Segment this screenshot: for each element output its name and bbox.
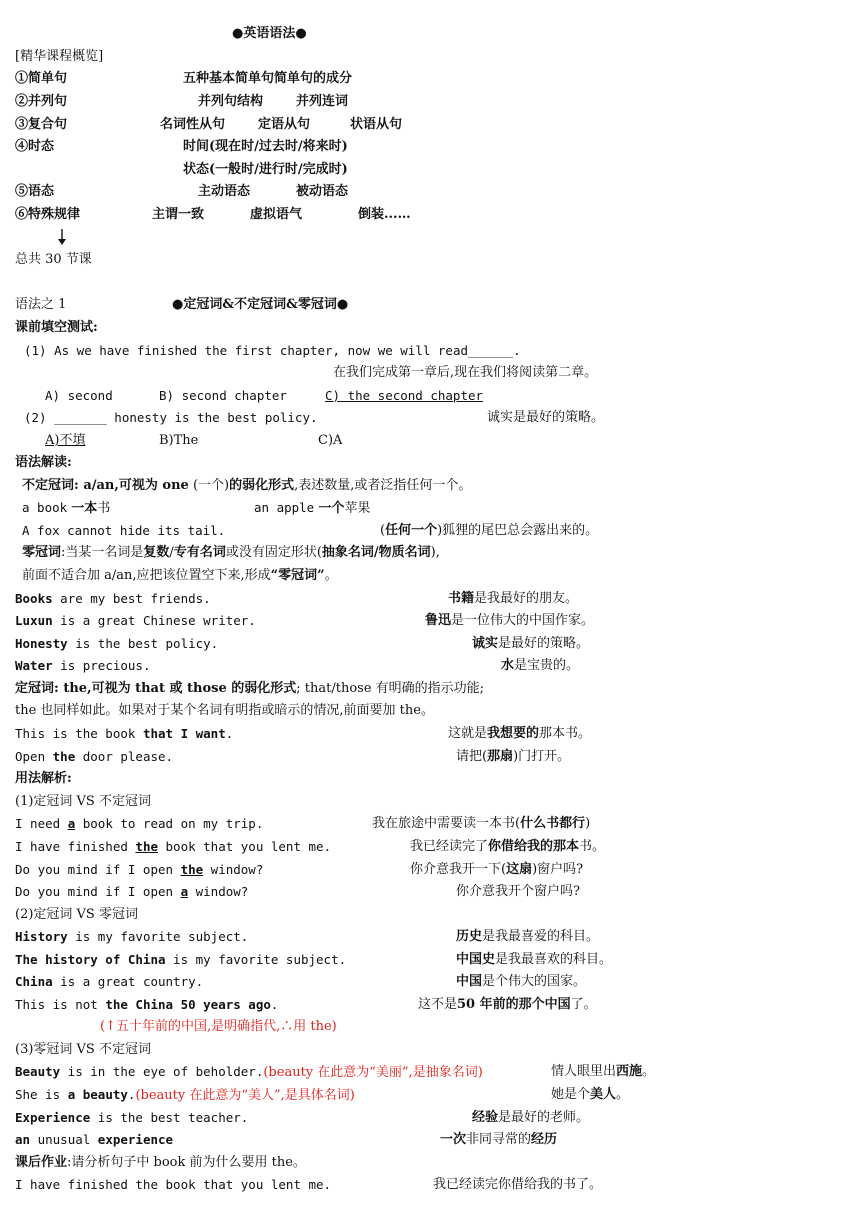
example-translation: 历史是我最喜爱的科目。 [456,929,600,944]
example-translation: 我在旅途中需要读一本书(什么书都行) [372,816,591,831]
overview-topic: 状态(一般时/进行时/完成时) [183,162,348,177]
example-translation: 情人眼里出西施。 [551,1064,656,1079]
overview-item-1: ①简单句 [15,71,68,86]
pretest-title: 课前填空测试: [15,320,98,335]
overview-item-3: ③复合句 [15,117,68,132]
example-translation: 我已经读完了你借给我的那本书。 [410,839,606,854]
overview-topic: 主谓一致 [152,207,205,222]
overview-topic: 倒装...… [358,207,411,222]
q1-option-a: A) second [45,388,113,403]
example-sentence: Experience is the best teacher. [15,1110,249,1125]
example-translation: 你介意我开一下(这扇)窗户吗? [410,862,584,877]
example-sentence: Water is precious. [15,658,151,673]
example-translation: 经验是最好的老师。 [472,1110,590,1125]
example-translation: 鲁迅是一位伟大的中国作家。 [425,613,595,628]
example-translation: 书籍是我最好的朋友。 [448,591,579,606]
overview-item-6: ⑥特殊规律 [15,207,81,222]
homework: 课后作业:请分析句子中 book 前为什么要用 the。 [15,1155,306,1170]
example-translation: 你介意我开个窗户吗? [456,884,580,899]
example-translation: 她是个美人。 [551,1087,630,1102]
subsection-1: (1)定冠词 VS 不定冠词 [15,794,151,809]
example-sentence: Beauty is in the eye of beholder.(beauty 在此意为“美丽”,是抽象名词) [15,1064,483,1080]
example-sentence: an unusual experience [15,1132,174,1147]
example-sentence: Luxun is a great Chinese writer. [15,613,256,628]
example-sentence: Honesty is the best policy. [15,636,219,651]
overview-topic: 主动语态 [198,184,251,199]
example-translation: 水是宝贵的。 [501,658,580,673]
zero-article-def: 零冠词:当某一名词是复数/专有名词或没有固定形状(抽象名词/物质名词), [22,545,440,560]
fox-sentence: A fox cannot hide its tail. [22,523,226,538]
example-sentence: Do you mind if I open the window? [15,862,264,877]
lesson-label: 语法之 1 [15,297,67,312]
usage-title: 用法解析: [15,771,72,786]
overview-topic: 虚拟语气 [250,207,303,222]
homework-sentence: I have finished the book that you lent me. [15,1177,332,1192]
overview-topic: 并列连词 [296,94,349,109]
example-sentence: History is my favorite subject. [15,929,249,944]
example-sentence: Books are my best friends. [15,591,211,606]
example-an-apple: an apple 一个苹果 [254,500,371,516]
example-sentence: She is a beauty.(beauty 在此意为“美人”,是具体名词) [15,1087,355,1103]
example-translation: 请把(那扇)门打开。 [456,749,571,764]
overview-topic: 时间(现在时/过去时/将来时) [183,139,348,154]
down-arrow-icon [57,229,67,245]
indefinite-article-def: 不定冠词: a/an,可视为 one (一个)的弱化形式,表述数量,或者泛指任何一个。 [22,478,472,493]
overview-topic: 被动语态 [296,184,349,199]
q2-option-a: A)不填 [45,433,86,448]
homework-translation: 我已经读完你借给我的书了。 [433,1177,603,1192]
overview-topic: 名词性从句 [160,117,226,132]
example-sentence: This is the book that I want. [15,726,234,741]
lesson-title: ●定冠词&不定冠词&零冠词● [172,297,349,312]
q2-option-b: B)The [159,433,199,448]
question-2-translation: 诚实是最好的策略。 [487,410,605,425]
example-sentence: I have finished the book that you lent me. [15,839,332,854]
q2-option-c: C)A [318,433,343,448]
example-a-book: a book 一本书 [22,500,111,516]
document-title: ●英语语法● [232,26,307,41]
overview-item-5: ⑤语态 [15,184,55,199]
example-sentence: China is a great country. [15,974,204,989]
zero-article-def-2: 前面不适合加 a/an,应把该位置空下来,形成“零冠词”。 [22,568,338,583]
q1-option-b: B) second chapter [159,388,287,403]
question-1-translation: 在我们完成第一章后,现在我们将阅读第二章。 [333,365,598,380]
example-translation: 一次非同寻常的经历 [440,1132,558,1147]
example-sentence: This is not the China 50 years ago. [15,997,279,1012]
question-2: (2) _______ honesty is the best policy. [24,410,318,425]
definite-article-def: 定冠词: the,可视为 that 或 those 的弱化形式; that/those 有明确的指示功能; [15,681,485,696]
overview-label: [精华课程概览] [15,49,104,64]
subsection-3: (3)零冠词 VS 不定冠词 [15,1042,151,1057]
example-translation: 诚实是最好的策略。 [472,636,590,651]
total-lessons: 总共 30 节课 [15,252,92,267]
analysis-title: 语法解读: [15,455,72,470]
annotation-note: (↑五十年前的中国,是明确指代,∴用 the) [100,1019,337,1034]
overview-item-4: ④时态 [15,139,55,154]
subsection-2: (2)定冠词 VS 零冠词 [15,907,138,922]
example-sentence: The history of China is my favorite subject. [15,952,347,967]
example-sentence: Open the door please. [15,749,174,764]
q1-option-c: C) the second chapter [325,388,484,403]
question-1: (1) As we have finished the first chapter, now we will read______. [24,343,521,358]
overview-item-2: ②并列句 [15,94,68,109]
fox-translation: (任何一个)狐狸的尾巴总会露出来的。 [380,523,599,538]
definite-article-def-2: the 也同样如此。如果对于某个名词有明指或暗示的情况,前面要加 the。 [15,703,434,718]
overview-topic: 定语从句 [258,117,311,132]
example-sentence: I need a book to read on my trip. [15,816,264,831]
example-translation: 中国是个伟大的国家。 [456,974,587,989]
overview-topic: 五种基本简单句简单句的成分 [183,71,353,86]
example-translation: 这就是我想要的那本书。 [448,726,592,741]
example-sentence: Do you mind if I open a window? [15,884,249,899]
overview-topic: 并列句结构 [198,94,264,109]
overview-topic: 状语从句 [350,117,403,132]
example-translation: 中国史是我最喜欢的科目。 [456,952,613,967]
example-translation: 这不是50 年前的那个中国了。 [418,997,597,1012]
